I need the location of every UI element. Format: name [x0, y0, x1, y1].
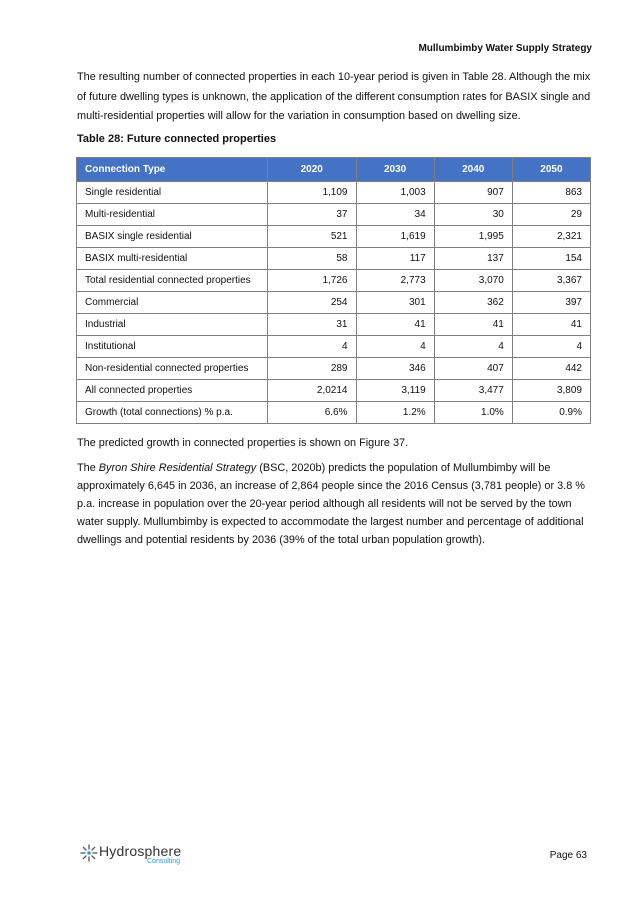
table-row — [77, 380, 591, 402]
intro-paragraph: The resulting number of connected properties in each 10-year period is given in Table 28. Although the mix of future dwelling types is unknown, the application of the different consumption rates for BASIX single and multi-residential properties will allow for the variation in consumption based on dwelling size. — [77, 71, 591, 122]
company-logo — [80, 843, 210, 867]
value-cell: 3,367 — [512, 270, 590, 292]
row-label-cell: BASIX single residential — [77, 226, 268, 248]
value-cell: 31 — [268, 314, 357, 336]
header-cell: 2040 — [434, 158, 512, 182]
table-row — [77, 270, 591, 292]
strategy-title: Byron Shire Residential Strategy — [98, 462, 257, 474]
table-row — [77, 248, 591, 270]
value-cell: 41 — [356, 314, 434, 336]
value-cell: 863 — [512, 182, 590, 204]
value-cell: 2,773 — [356, 270, 434, 292]
value-cell: 154 — [512, 248, 590, 270]
value-cell: 2,321 — [512, 226, 590, 248]
table-row — [77, 182, 591, 204]
value-cell: 3,119 — [356, 380, 434, 402]
value-cell: 30 — [434, 204, 512, 226]
figure-reference: The predicted growth in connected properties is shown on Figure 37. — [77, 437, 409, 449]
value-cell: 117 — [356, 248, 434, 270]
value-cell: 1,995 — [434, 226, 512, 248]
row-label-cell: Non-residential connected properties — [77, 358, 268, 380]
value-cell: 29 — [512, 204, 590, 226]
value-cell: 289 — [268, 358, 357, 380]
row-label-cell: All connected properties — [77, 380, 268, 402]
header-cell: 2030 — [356, 158, 434, 182]
table-body — [77, 182, 591, 424]
value-cell: 254 — [268, 292, 357, 314]
value-cell: 1,003 — [356, 182, 434, 204]
value-cell: 442 — [512, 358, 590, 380]
value-cell: 907 — [434, 182, 512, 204]
value-cell: 397 — [512, 292, 590, 314]
value-cell: 1.0% — [434, 402, 512, 424]
table-row — [77, 204, 591, 226]
value-cell: 301 — [356, 292, 434, 314]
table-row — [77, 226, 591, 248]
table-row — [77, 314, 591, 336]
value-cell: 1.2% — [356, 402, 434, 424]
header-cell: 2020 — [268, 158, 357, 182]
value-cell: 137 — [434, 248, 512, 270]
connected-properties-table — [76, 157, 591, 424]
row-label-cell: Industrial — [77, 314, 268, 336]
value-cell: 3,809 — [512, 380, 590, 402]
row-label-cell: Total residential connected properties — [77, 270, 268, 292]
value-cell: 4 — [512, 336, 590, 358]
value-cell: 346 — [356, 358, 434, 380]
value-cell: 37 — [268, 204, 357, 226]
strategy-paragraph — [77, 459, 592, 549]
logo-name: Hydrosphere — [99, 843, 182, 859]
table-row — [77, 292, 591, 314]
row-label-cell: BASIX multi-residential — [77, 248, 268, 270]
row-label-cell: Institutional — [77, 336, 268, 358]
value-cell: 41 — [512, 314, 590, 336]
strategy-text-start: The — [77, 462, 99, 474]
sunburst-icon — [80, 844, 98, 862]
value-cell: 1,726 — [268, 270, 357, 292]
value-cell: 3,070 — [434, 270, 512, 292]
header-cell: 2050 — [512, 158, 590, 182]
table-row — [77, 402, 591, 424]
row-label-cell: Multi-residential — [77, 204, 268, 226]
logo-subtitle: Consulting — [147, 858, 181, 865]
value-cell: 41 — [434, 314, 512, 336]
value-cell: 1,619 — [356, 226, 434, 248]
page-number: Page 63 — [549, 850, 587, 861]
value-cell: 1,109 — [268, 182, 357, 204]
header-cell: Connection Type — [77, 158, 268, 182]
value-cell: 3,477 — [434, 380, 512, 402]
value-cell: 407 — [434, 358, 512, 380]
table-row — [77, 358, 591, 380]
value-cell: 4 — [356, 336, 434, 358]
table-row — [77, 336, 591, 358]
value-cell: 0.9% — [512, 402, 590, 424]
value-cell: 58 — [268, 248, 357, 270]
value-cell: 362 — [434, 292, 512, 314]
strategy-text-rest: (BSC, 2020b) predicts the population of Mullumbimby will be approximately 6,645 in 2036, an increase of 2,864 people since the 2016 Census (3,781 people) or 3.8 % p.a. increase in population over the 20-year period although all residents will not be served by the town water supply. Mullumbimby is expected to accommodate the largest number and percentage of additional dwellings and potential residents by 2036 (39% of the total urban population growth). — [77, 462, 585, 547]
value-cell: 521 — [268, 226, 357, 248]
row-label-cell: Single residential — [77, 182, 268, 204]
table-caption: Table 28: Future connected properties — [77, 133, 277, 145]
value-cell: 4 — [268, 336, 357, 358]
table-header-row — [77, 158, 591, 182]
value-cell: 34 — [356, 204, 434, 226]
value-cell: 4 — [434, 336, 512, 358]
value-cell: 2,0214 — [268, 380, 357, 402]
value-cell: 6.6% — [268, 402, 357, 424]
running-header: Mullumbimby Water Supply Strategy — [418, 43, 592, 54]
row-label-cell: Growth (total connections) % p.a. — [77, 402, 268, 424]
row-label-cell: Commercial — [77, 292, 268, 314]
